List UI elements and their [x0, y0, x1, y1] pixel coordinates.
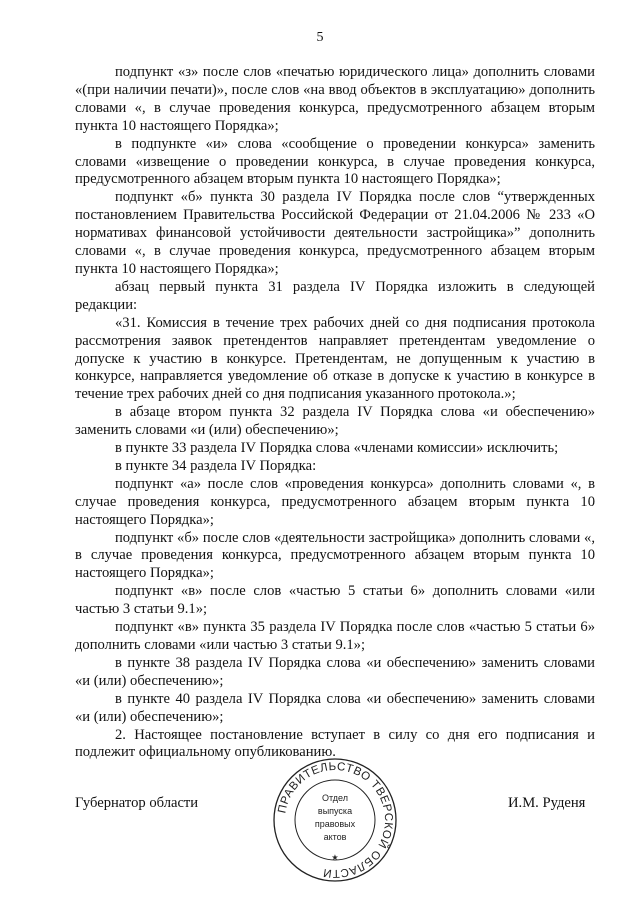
- paragraph: в подпункте «и» слова «сообщение о проведении конкурса» заменить словами «извещение о проведении конкурса, в случае проведения конкурса, предусмотренного абзацем вторым пункта 10 настоящего Порядка»;: [75, 135, 595, 188]
- document-body: [75, 64, 595, 762]
- paragraph: подпункт «б» после слов «деятельности застройщика» дополнить словами «, в случае проведения конкурса, предусмотренного абзацем вторым пункта 10 настоящего Порядка»;: [75, 529, 595, 582]
- paragraph: подпункт «а» после слов «проведения конкурса» дополнить словами «, в случае проведения конкурса, предусмотренного абзацем вторым пункта 10 настоящего Порядка»;: [75, 475, 595, 528]
- paragraph: в пункте 40 раздела IV Порядка слова «и обеспечению» заменить словами «и (или) обеспечению»;: [75, 690, 595, 725]
- official-seal: [270, 755, 400, 885]
- paragraph: в пункте 33 раздела IV Порядка слова «членами комиссии» исключить;: [115, 440, 559, 457]
- seal-center-line: выпуска: [317, 806, 353, 816]
- paragraph: в пункте 34 раздела IV Порядка:: [115, 457, 317, 474]
- paragraph: абзац первый пункта 31 раздела IV Порядка изложить в следующей редакции:: [75, 278, 595, 313]
- page-number: 5: [316, 30, 324, 45]
- paragraph: подпункт «в» после слов «частью 5 статьи 6» дополнить словами «или частью 3 статьи 9.1»;: [75, 583, 595, 618]
- paragraph: «31. Комиссия в течение трех рабочих дней со дня подписания протокола рассмотрения заявок претендентов направляет претендентам уведомление о допуске к участию в конкурсе. Претендентам, не допущенным к участию в конкурсе, направляется уведомление об отказе в допуске к участию в конкурсе в течение трех рабочих дней со дня подписания указанного протокола.»;: [75, 314, 595, 403]
- paragraph: 2. Настоящее постановление вступает в силу со дня его подписания и подлежит официальному опубликованию.: [75, 726, 595, 761]
- paragraph: подпункт «з» после слов «печатью юридического лица» дополнить словами «(при наличии печати)», после слов «на ввод объектов в эксплуатацию» дополнить словами «, в случае проведения конкурса, предусмотренного абзацем вторым пункта 10 настоящего Порядка»;: [75, 64, 595, 134]
- paragraph: подпункт «б» пункта 30 раздела IV Порядка после слов “утвержденных постановлением Правительства Российской Федерации от 21.04.2006 № 233 «О нормативах финансовой устойчивости деятельности застройщика»” дополнить словами «, в случае проведения конкурса, предусмотренного абзацем вторым пункта 10 настоящего Порядка»;: [75, 189, 595, 277]
- seal-ring-text: ПРАВИТЕЛЬСТВО ТВЕРСКОЙ ОБЛАСТИ: [276, 760, 395, 880]
- seal-center-line: правовых: [314, 819, 356, 829]
- signer-title: Губернатор области: [75, 795, 199, 811]
- seal-center-line: Отдел: [321, 793, 349, 803]
- signer-name: И.М. Руденя: [508, 795, 586, 811]
- paragraph: подпункт «в» пункта 35 раздела IV Порядка после слов «частью 5 статьи 6» дополнить словами «или частью 3 статьи 9.1»;: [75, 619, 595, 653]
- paragraph: в пункте 38 раздела IV Порядка слова «и обеспечению» заменить словами «и (или) обеспечению»;: [75, 654, 595, 689]
- paragraph: в абзаце втором пункта 32 раздела IV Порядка слова «и обеспечению» заменить словами «и (или) обеспечению»;: [75, 404, 595, 439]
- seal-center-line: актов: [323, 832, 347, 842]
- star-icon: ★: [331, 853, 339, 862]
